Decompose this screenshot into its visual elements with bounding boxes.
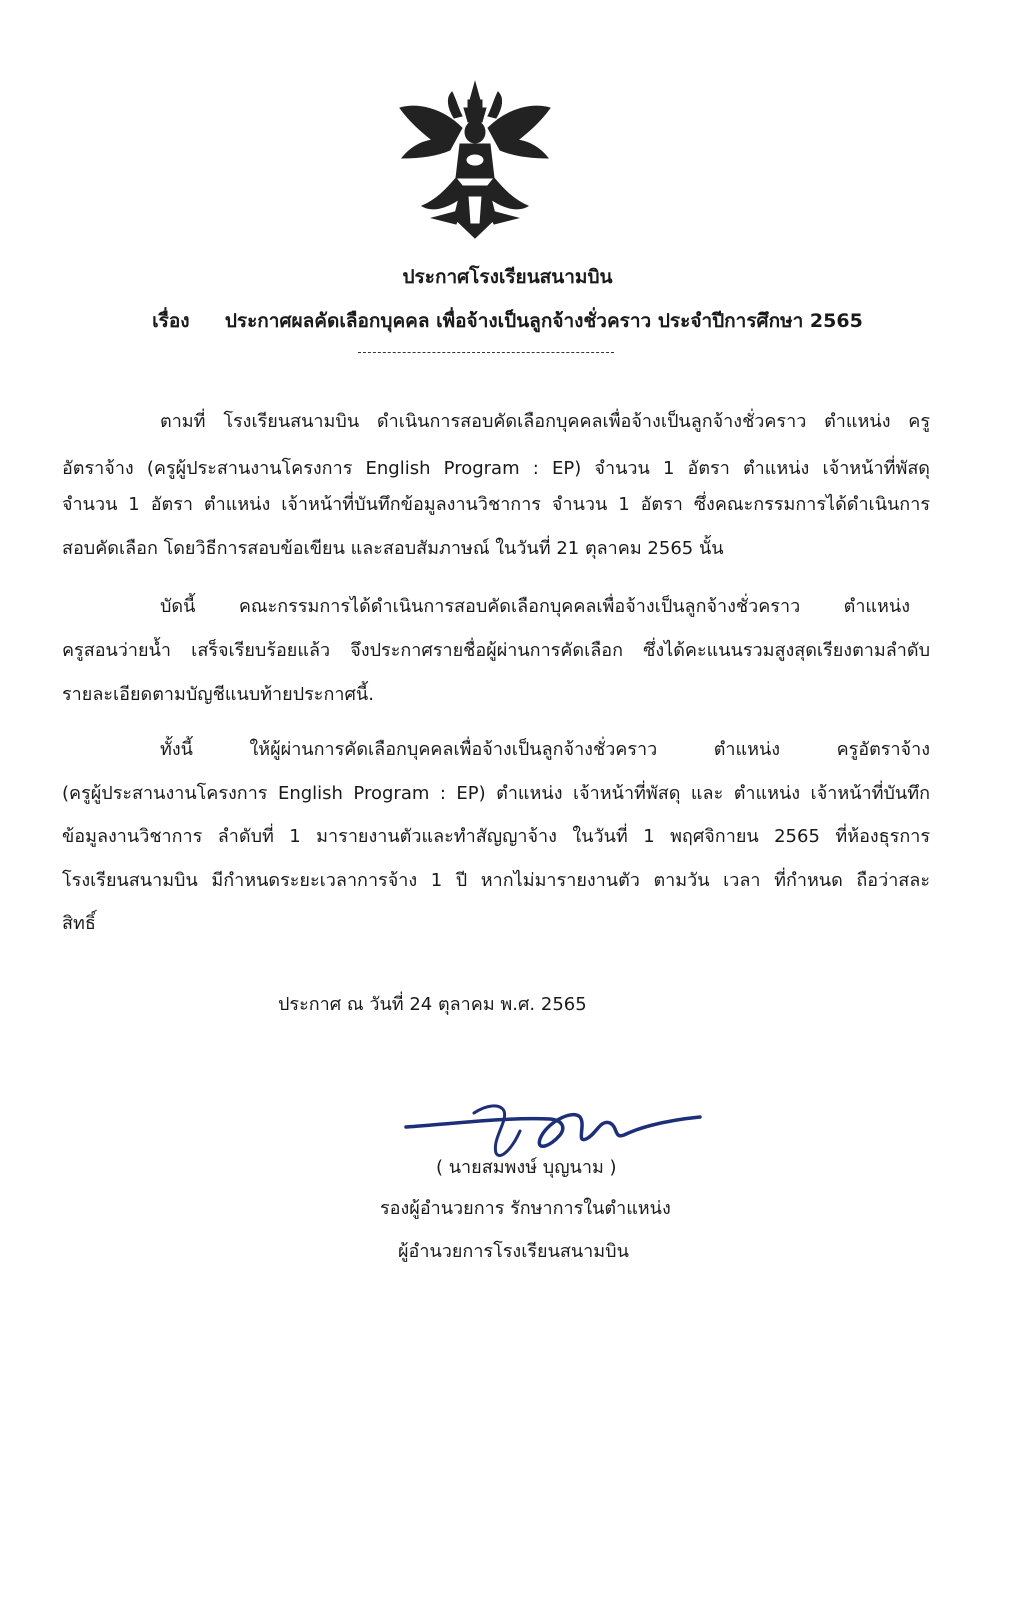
subject-label: เรื่อง [152,310,190,332]
p1-line-2: อัตราจ้าง (ครูผู้ประสานงานโครงการ English Program : EP) จำนวน 1 อัตรา ตำแหน่ง เจ้าหน้าที่พัสดุ [62,458,930,479]
garuda-emblem-icon [392,78,558,244]
p1-line-1: ตามที่ โรงเรียนสนามบิน ดำเนินการสอบคัดเลือกบุคคลเพื่อจ้างเป็นลูกจ้างชั่วคราว ตำแหน่ง ครู [160,411,930,432]
signer-name: ( นายสมพงษ์ บุญนาม ) [436,1157,617,1178]
announcement-date: ประกาศ ณ วันที่ 24 ตุลาคม พ.ศ. 2565 [278,994,587,1015]
separator-line [358,352,614,353]
subject-text: ประกาศผลคัดเลือกบุคคล เพื่อจ้างเป็นลูกจ้างชั่วคราว ประจำปีการศึกษา 2565 [224,310,863,332]
p3-line-5: สิทธิ์ [62,913,96,934]
p3-line-3: ข้อมูลงานวิชาการ ลำดับที่ 1 มารายงานตัวและทำสัญญาจ้าง ในวันที่ 1 พฤศจิกายน 2565 ที่ห้องธุรการ [62,826,930,847]
organization-title: ประกาศโรงเรียนสนามบิน [402,266,613,288]
p2-line-1: บัดนี้ คณะกรรมการได้ดำเนินการสอบคัดเลือกบุคคลเพื่อจ้างเป็นลูกจ้างชั่วคราว ตำแหน่ง [160,596,910,617]
p1-line-3: จำนวน 1 อัตรา ตำแหน่ง เจ้าหน้าที่บันทึกข้อมูลงานวิชาการ จำนวน 1 อัตรา ซึ่งคณะกรรมการได้ดำเนินการ [62,494,930,515]
p3-line-1: ทั้งนี้ ให้ผู้ผ่านการคัดเลือกบุคคลเพื่อจ้างเป็นลูกจ้างชั่วคราว ตำแหน่ง ครูอัตราจ้าง [160,739,930,760]
subject-line [0,306,1015,336]
signer-position-2: ผู้อำนวยการโรงเรียนสนามบิน [398,1241,629,1262]
p2-line-3: รายละเอียดตามบัญชีแนบท้ายประกาศนี้. [62,684,374,705]
p1-line-4: สอบคัดเลือก โดยวิธีการสอบข้อเขียน และสอบสัมภาษณ์ ในวันที่ 21 ตุลาคม 2565 นั้น [62,538,724,559]
p3-line-4: โรงเรียนสนามบิน มีกำหนดระยะเวลาการจ้าง 1 ปี หากไม่มารายงานตัว ตามวัน เวลา ที่กำหนด ถือว่าสละ [62,870,930,891]
p3-line-2: (ครูผู้ประสานงานโครงการ English Program : EP) ตำแหน่ง เจ้าหน้าที่พัสดุ และ ตำแหน่ง เจ้าหน้าที่บันทึก [62,783,930,804]
signer-position-1: รองผู้อำนวยการ รักษาการในตำแหน่ง [380,1198,671,1219]
p2-line-2: ครูสอนว่ายน้ำ เสร็จเรียบร้อยแล้ว จึงประกาศรายชื่อผู้ผ่านการคัดเลือก ซึ่งได้คะแนนรวมสูงสุดเรียงตามลำดับ [62,640,930,661]
